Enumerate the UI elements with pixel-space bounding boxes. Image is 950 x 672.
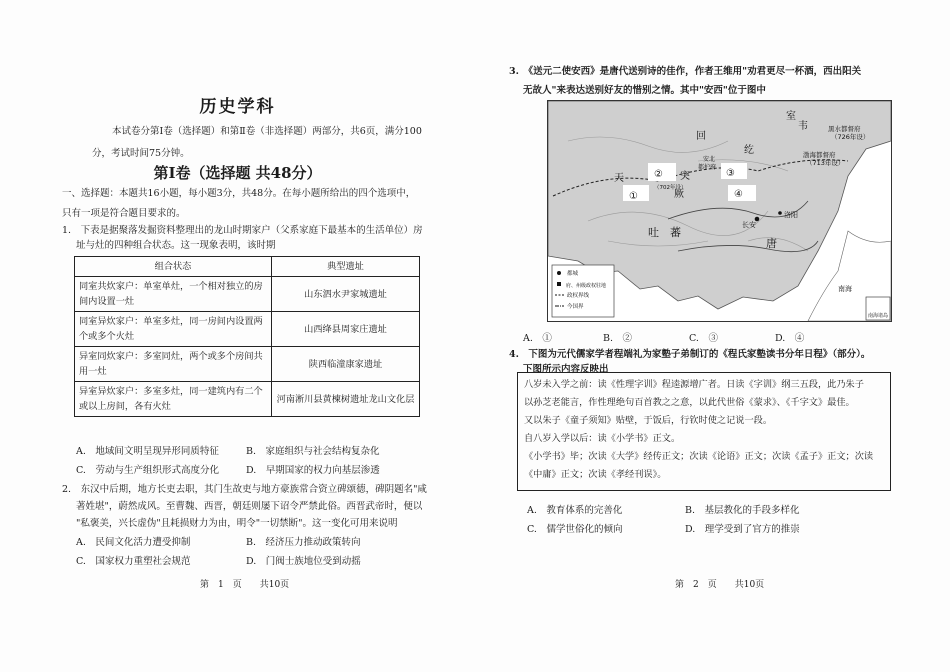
map-label: 南海: [838, 285, 852, 293]
q2-option-b[interactable]: B. 经济压力推动政策转向: [246, 537, 361, 548]
legend-label: 政权界线: [567, 293, 590, 299]
map-label: （713年设）: [806, 159, 845, 167]
q1-option-c[interactable]: C. 劳动与生产组织形式高度分化: [76, 465, 219, 476]
q1-option-d[interactable]: D. 早期国家的权力向基层渗透: [246, 465, 380, 476]
page-footer: 第 1 页 共10页: [200, 580, 290, 590]
q3-option-c[interactable]: C. ③: [689, 333, 718, 344]
marker-1: ①: [629, 191, 638, 202]
part-instruction-2: 只有一项是符合题目要求的。: [62, 208, 186, 219]
legend-label: 今国界: [567, 304, 584, 310]
q1-option-b[interactable]: B. 家庭组织与社会结构复杂化: [246, 446, 380, 457]
tang-map: [547, 100, 892, 322]
map-label: 都护府: [698, 164, 717, 171]
q1-option-a[interactable]: A. 地域间文明呈现异形同质特征: [76, 446, 219, 457]
marker-3: ③: [726, 168, 735, 179]
box-line: 《中庸》正文；次读《孝经刊误》。: [524, 469, 667, 480]
q2-option-c[interactable]: C. 国家权力重塑社会规范: [76, 556, 191, 567]
map-label: 渤海都督府: [803, 151, 836, 159]
table-row: [75, 312, 420, 347]
box-line: 以孙芝老能言，作性理绝句百首教之之意，以此代世俗《蒙求》、《千字文》最佳。: [524, 397, 855, 408]
q2-stem-2: 著姓堪"，蔚然成风。至曹魏、西晋，朝廷则屡下诏令严禁此俗。西晋武帝时，便以: [76, 501, 423, 512]
q1-stem-1: 1. 下表是据聚落发掘资料整理出的龙山时期家户（父系家庭下最基本的生活单位）房: [62, 225, 423, 236]
box-line: 八岁未入学之前：读《性理字训》程逵源增广者。日读《字训》纲三五段，此乃朱子: [524, 379, 864, 390]
q4-option-c[interactable]: C. 儒学世俗化的倾向: [527, 524, 623, 535]
map-label: 安北: [703, 156, 716, 163]
box-line: 又以朱子《童子须知》贴壁，于饭后，行钦时使之记说一段。: [524, 415, 773, 426]
legend-square: [557, 282, 561, 286]
table-header: 典型遗址: [272, 257, 420, 277]
page-footer: 第 2 页 共10页: [675, 580, 765, 590]
intro-line-2: 分，考试时间75分钟。: [92, 148, 190, 159]
table-row: [75, 347, 420, 382]
map-label: 天: [614, 173, 624, 184]
map-label: 长安: [742, 221, 756, 229]
q3-stem-2: 无故人"来表达送别好友的惜别之情。其中"安西"位于图中: [523, 85, 766, 96]
luoyang-dot: [778, 211, 782, 215]
table-cell: 河南淅川县黄楝树遗址龙山文化层: [272, 382, 420, 417]
table-cell: 陕西临潼康家遗址: [272, 347, 420, 382]
q3-option-b[interactable]: B. ②: [603, 333, 633, 344]
map-label: 厥: [674, 189, 684, 200]
q3-stem-1: 3. 《送元二使安西》是唐代送别诗的佳作，作者王维用"劝君更尽一杯酒，西出阳关: [509, 66, 862, 77]
q1-stem-2: 址与灶的四种组合状态。这一现象表明，该时期: [76, 240, 276, 251]
q3-option-a[interactable]: A. ①: [523, 333, 552, 344]
page-2: [475, 0, 950, 672]
map-label: 突: [680, 171, 690, 182]
table-cell: 同室异炊家户：单室多灶，同一房间内设置两 个或多个火灶: [75, 312, 272, 347]
table-cell: 异室同炊家户：多室同灶，两个或多个房间共 用一灶: [75, 347, 272, 382]
table-cell: 同室共炊家户：单室单灶，一个相对独立的房 间内设置一灶: [75, 277, 272, 312]
q3-option-d[interactable]: D. ④: [775, 333, 805, 344]
map-label: 回: [696, 131, 706, 142]
map-label: 吐 蕃: [648, 226, 681, 239]
map-graphic: [548, 101, 891, 321]
map-label: 黑水都督府: [828, 125, 861, 133]
map-label: 唐: [766, 237, 777, 250]
q2-stem-3: "私褒美，兴长虚伪"且耗损财力为由，明令"一切禁断"。这一变化可用来说明: [76, 518, 398, 529]
section-title: 第Ⅰ卷（选择题 共48分）: [153, 164, 322, 182]
q4-option-a[interactable]: A. 教育体系的完善化: [527, 505, 623, 516]
q2-option-d[interactable]: D. 门阀士族地位受到动摇: [246, 556, 361, 567]
map-label: （702年设）: [654, 185, 687, 191]
legend-label: 都城: [567, 271, 579, 277]
table-cell: 异室异炊家户：多室多灶，同一建筑内有二个 或以上房间，各有火灶: [75, 382, 272, 417]
marker-4: ④: [734, 189, 743, 200]
q4-stem-1: 4. 下图为元代儒家学者程端礼为家塾子弟制订的《程氏家塾读书分年日程》（部分）。: [509, 349, 871, 360]
exam-title: 历史学科: [199, 97, 276, 117]
map-label: 洛阳: [784, 211, 798, 219]
table-cell: 山东泗水尹家城遗址: [272, 277, 420, 312]
table-header-row: [75, 257, 420, 277]
map-label: 纥: [744, 145, 754, 156]
map-label: 室: [786, 111, 796, 122]
map-label: （726年设）: [831, 133, 870, 141]
legend-label: 府、州级政权驻地: [566, 283, 607, 289]
box-line: 自八岁入学以后：读《小学书》正文。: [524, 433, 681, 444]
combo-table: [74, 256, 420, 417]
marker-2: ②: [654, 169, 663, 180]
map-label: 韦: [798, 121, 808, 132]
table-cell: 山西绛县周家庄遗址: [272, 312, 420, 347]
table-header: 组合状态: [75, 257, 272, 277]
table-row: [75, 277, 420, 312]
legend-dot: [557, 271, 561, 275]
q4-stem-2: 下图所示内容反映出: [523, 364, 609, 375]
q4-option-b[interactable]: B. 基层教化的手段多样化: [685, 505, 800, 516]
part-instruction-1: 一、选择题：本题共16小题，每小题3分，共48分。在每小题所给出的四个选项中，: [62, 188, 416, 199]
box-line: 《小学书》毕；次读《大学》经传正文；次读《论语》正文；次读《孟子》正文；次读: [524, 451, 874, 462]
q2-stem-1: 2. 东汉中后期，地方长吏去职，其门生故吏与地方豪族常合资立碑颂德，碑阴题名"咸: [62, 484, 427, 495]
intro-line-1: 本试卷分第Ⅰ卷（选择题）和第Ⅱ卷（非选择题）两部分，共6页，满分100: [112, 126, 422, 137]
q2-option-a[interactable]: A. 民间文化活力遭受抑制: [76, 537, 191, 548]
island-label: 南海诸岛: [868, 313, 889, 319]
reading-schedule-box: [517, 372, 891, 491]
q4-option-d[interactable]: D. 理学受到了官方的推崇: [685, 524, 800, 535]
table-row: [75, 382, 420, 417]
